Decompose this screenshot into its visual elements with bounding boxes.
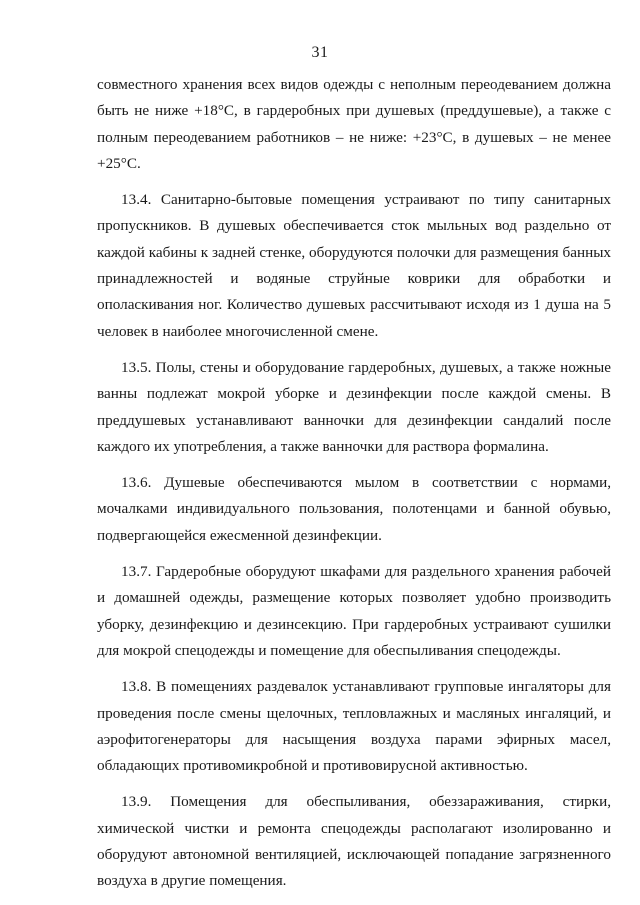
page-number: 31 — [311, 44, 329, 61]
paragraph-13-9: 13.9. Помещения для обеспыливания, обеззараживания, стирки, химической чистки и ремонта спецодежды располагают изолированно и оборудуют автономной вентиляцией, исключающей попадание загрязненного воздуха в другие помещения. — [97, 793, 611, 890]
paragraph-13-7: 13.7. Гардеробные оборудуют шкафами для раздельного хранения рабочей и домашней одежды, размещение которых позволяет удобно производить уборку, дезинфекцию и дезинсекцию. При гардеробных устраивают сушилки для мокрой спецодежды и помещение для обеспыливания спецодежды. — [97, 563, 611, 659]
paragraph-13-5: 13.5. Полы, стены и оборудование гардеробных, душевых, а также ножные ванны подлежат мокрой уборке и дезинфекции после каждой смены. В преддушевых устанавливают ванночки для дезинфекции сандалий после каждого их употребления, а также ванночки для раствора формалина. — [97, 358, 611, 455]
paragraph-13-8: 13.8. В помещениях раздевалок устанавливают групповые ингаляторы для проведения после смены щелочных, тепловлажных и масляных ингаляций, и аэрофитогенераторы для насыщения воздуха парами эфирных масел, обладающих противомикробной и противовирусной активностью. — [97, 678, 611, 775]
paragraph-13-4: 13.4. Санитарно-бытовые помещения устраивают по типу санитарных пропускников. В душевых обеспечивается сток мыльных вод раздельно от каждой кабины к задней стенке, оборудуются полочки для размещения банных принадлежностей и водяные струйные коврики для обработки и ополаскивания ног. Количество душевых рассчитывают исходя из 1 душа на 5 человек в наиболее многочисленной смене. — [97, 191, 611, 340]
paragraph-13-6: 13.6. Душевые обеспечиваются мылом в соответствии с нормами, мочалками индивидуального пользования, полотенцами и банной обувью, подвергающейся ежесменной дезинфекции. — [97, 474, 611, 544]
document-body — [97, 72, 611, 895]
paragraph-continuation: совместного хранения всех видов одежды с неполным переодеванием должна быть не ниже +18°С, в гардеробных при душевых (преддушевые), а также с полным переодеванием работников – не ниже: +23°С, в душевых – не менее +25°С. — [97, 76, 611, 172]
